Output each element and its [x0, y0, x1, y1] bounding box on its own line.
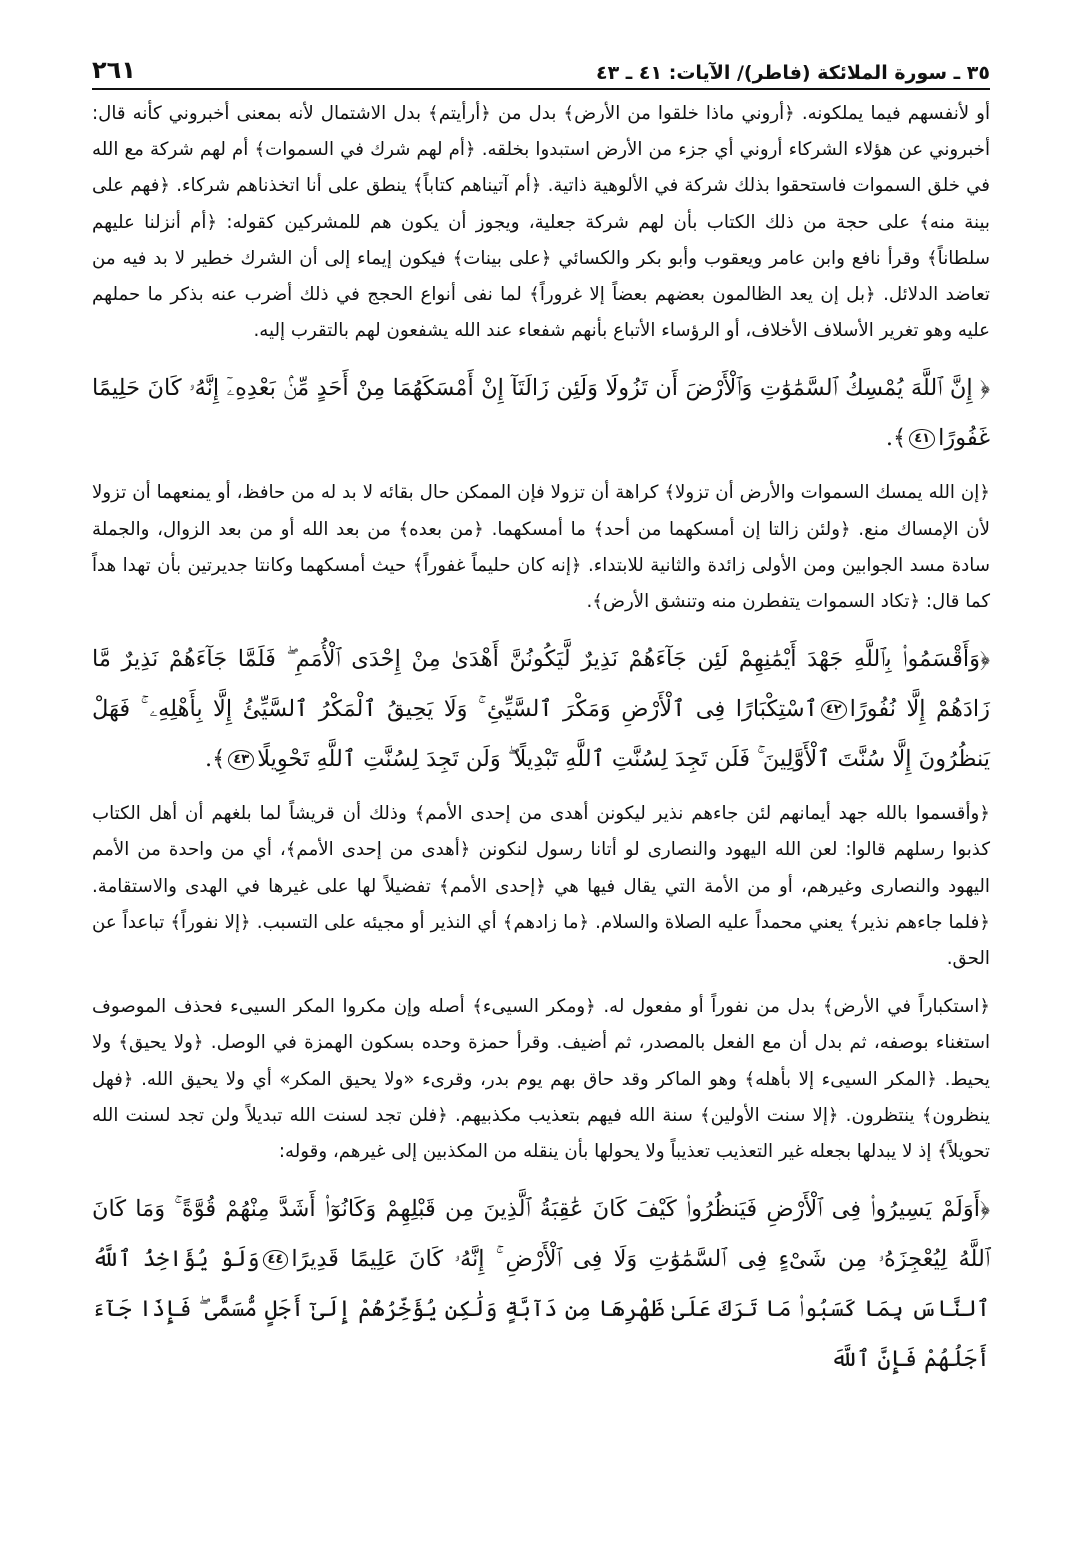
verse-number-42: ٤٢ [821, 700, 847, 720]
commentary-paragraph: ﴿وأقسموا بالله جهد أيمانهم لئن جاءهم نذير ليكونن أهدى من إحدى الأمم﴾ وذلك أن قريشاً لما بلغهم أن أهل الكتاب كذبوا رسلهم قالوا: لعن الله اليهود والنصارى لو أتانا رسول لنكونن ﴿أهدى من إحدى الأمم﴾، أي من واحدة من الأمم اليهود والنصارى وغيرهم، أو من الأمة التي يقال فيها هي ﴿إحدى الأمم﴾ تفضيلاً لها على غيرها في الهدى والاستقامة. ﴿فلما جاءهم نذير﴾ يعني محمداً عليه الصلاة والسلام. ﴿ما زادهم﴾ أي النذير أو مجيئه على التسبب. ﴿إلا نفوراً﴾ تباعداً عن الحق. [92, 803, 990, 970]
commentary-paragraph: أو لأنفسهم فيما يملكونه. ﴿أروني ماذا خلقوا من الأرض﴾ بدل من ﴿أرأيتم﴾ بدل الاشتمال لأنه بمعنى أخبروني كأنه قال: أخبروني عن هؤلاء الشركاء أروني أي جزء من الأرض استبدوا بخلقه. ﴿أم لهم شرك في السموات﴾ أم لهم شركة مع الله في خلق السموات فاستحقوا بذلك شركة في الألوهية ذاتية. ﴿أم آتيناهم كتاباً﴾ ينطق على أنا اتخذناهم شركاء. ﴿فهم على بينة منه﴾ على حجة من ذلك الكتاب بأن لهم شركة جعلية، ويجوز أن يكون هم للمشركين كقوله: ﴿أم أنزلنا عليهم سلطاناً﴾ وقرأ نافع وابن عامر ويعقوب وأبو بكر والكسائي ﴿على بينات﴾ فيكون إيماء إلى أن الشرك خطير لا بد فيه من تعاضد الدلائل. ﴿بل إن يعد الظالمون بعضهم بعضاً إلا غروراً﴾ لما نفى أنواع الحجج في ذلك أضرب عنه بذكر ما حملهم عليه وهو تغرير الأسلاف الأخلاف، أو الرؤساء الأتباع بأنهم شفعاء عند الله يشفعون لهم بالتقرب إليه. [92, 103, 990, 342]
verse-text: ﴿ إِنَّ ٱللَّهَ يُمْسِكُ ٱلسَّمَٰوَٰتِ وَٱلْأَرْضَ أَن تَزُولَا وَلَئِن زَالَتَآ إِنْ أَمْسَكَهُمَا مِنْ أَحَدٍ مِّنۢ بَعْدِهِۦٓ إِنَّهُۥ كَانَ حَلِيمًا غَفُورًا [92, 375, 990, 452]
quran-verse-44-45 [92, 1184, 990, 1384]
verse-number-41: ٤١ [909, 429, 935, 449]
commentary-paragraph: ﴿استكباراً في الأرض﴾ بدل من نفوراً أو مفعول له. ﴿ومكر السيىء﴾ أصله وإن مكروا المكر السيىء فحذف الموصوف استغناء بوصفه، ثم بدل أن مع الفعل بالمصدر، ثم أضيف. وقرأ حمزة وحده بسكون الهمزة في الوصل. ﴿ولا يحيق﴾ ولا يحيط. ﴿المكر السيىء إلا بأهله﴾ وهو الماكر وقد حاق بهم يوم بدر، وقرىء «ولا يحيق المكر» أي ولا يحيق الله. ﴿فهل ينظرون﴾ ينتظرون. ﴿إلا سنت الأولين﴾ سنة الله فيهم بتعذيب مكذبيهم. ﴿فلن تجد لسنت الله تبديلاً ولن تجد لسنت الله تحويلاً﴾ إذ لا يبدلها بجعله غير التعذيب تعذيباً ولا يحولها بأن ينقله من المكذبين إلى غيرهم، وقوله: [92, 996, 990, 1163]
verse-text: ٱسْتِكْبَارًا فِى ٱلْأَرْضِ وَمَكْرَ ٱلسَّيِّئِ ۚ وَلَا يَحِيقُ ٱلْمَكْرُ ٱلسَّيِّئُ إِلَّا بِأَهْلِهِۦ ۚ فَهَلْ يَنظُرُونَ إِلَّا سُنَّتَ ٱلْأَوَّلِينَ ۚ فَلَن تَجِدَ لِسُنَّتِ ٱللَّهِ تَبْدِيلًا ۖ وَلَن تَجِدَ لِسُنَّتِ ٱللَّهِ تَحْوِيلًا [92, 696, 990, 773]
page-header [92, 50, 990, 90]
running-title: ٣٥ ـ سورة الملائكة (فاطر)/ الآيات: ٤١ ـ ٤٣ [595, 62, 990, 84]
verse-text: ﴿أَوَلَمْ يَسِيرُوا۟ فِى ٱلْأَرْضِ فَيَنظُرُوا۟ كَيْفَ كَانَ عَٰقِبَةُ ٱلَّذِينَ مِن قَبْلِهِمْ وَكَانُوٓا۟ أَشَدَّ مِنْهُمْ قُوَّةً ۚ وَمَا كَانَ ٱللَّهُ لِيُعْجِزَهُۥ مِن شَىْءٍ فِى ٱلسَّمَٰوَٰتِ وَلَا فِى ٱلْأَرْضِ ۚ إِنَّهُۥ كَانَ عَلِيمًا قَدِيرًا [92, 1196, 990, 1273]
page-content [92, 96, 990, 1396]
page-number: ٢٦١ [92, 56, 136, 84]
verse-end-bracket: ﴾. [885, 425, 907, 452]
quran-verse-42-43 [92, 634, 990, 784]
quran-verse-41 [92, 363, 990, 463]
verse-number-44: ٤٤ [263, 1250, 289, 1270]
commentary-paragraph: ﴿إن الله يمسك السموات والأرض أن تزولا﴾ كراهة أن تزولا فإن الممكن حال بقائه لا بد له من حافظ، أو يمنعهما أن تزولا لأن الإمساك منع. ﴿ولئن زالتا إن أمسكهما من أحد﴾ ما أمسكهما. ﴿من بعده﴾ من بعد الله أو من بعد الزوال، والجملة سادة مسد الجوابين ومن الأولى زائدة والثانية للابتداء. ﴿إنه كان حليماً غفوراً﴾ حيث أمسكهما وكانتا جديرتين بأن تهدا هداً كما قال: ﴿تكاد السموات يتفطرن منه وتنشق الأرض﴾. [92, 482, 990, 613]
verse-text: وَلَوْ يُؤَاخِذُ ٱللَّهُ ٱلنَّاسَ بِمَا كَسَبُوا۟ مَا تَرَكَ عَلَىٰ ظَهْرِهَا مِن دَآبَّةٍ وَلَٰكِن يُؤَخِّرُهُمْ إِلَىٰٓ أَجَلٍ مُّسَمًّى ۖ فَإِذَا جَآءَ أَجَلُهُمْ فَإِنَّ ٱللَّهَ [92, 1246, 990, 1373]
verse-number-43: ٤٣ [228, 750, 254, 770]
verse-end-bracket: ﴾. [205, 746, 226, 773]
verse-text: ﴿وَأَقْسَمُوا۟ بِٱللَّهِ جَهْدَ أَيْمَٰنِهِمْ لَئِن جَآءَهُمْ نَذِيرٌ لَّيَكُونُنَّ أَهْدَىٰ مِنْ إِحْدَى ٱلْأُمَمِ ۖ فَلَمَّا جَآءَهُمْ نَذِيرٌ مَّا زَادَهُمْ إِلَّا نُفُورًا [92, 646, 990, 723]
